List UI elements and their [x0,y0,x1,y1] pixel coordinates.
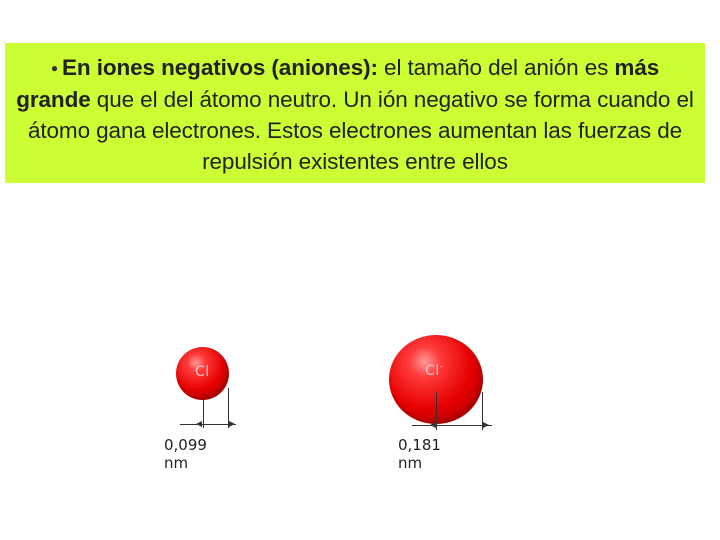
neutral-atom-symbol: Cl [195,364,210,380]
anion-radius-line [412,425,492,427]
neutral-atom-arrow-right-icon [229,421,235,427]
anion-arrow-left-icon [430,422,436,428]
bullet-icon: ● [50,61,58,75]
neutral-atom-radius-label: 0,099 nm [164,436,207,472]
definition-emphasis: más grande [16,55,660,112]
neutral-atom-arrow-left-icon [196,421,202,427]
definition-text-part2: que el del átomo neutro. Un ión negativo se forma cuando el átomo gana electrones. Estos electrones aumentan las fuerzas de repulsión existentes entre ellos [27,87,694,174]
anion-symbol: Cl- [425,362,444,379]
neutral-atom-radius-line [180,424,236,426]
anion-arrow-right-icon [483,422,489,428]
definition-textbox [5,43,705,183]
neutral-atom-center-tick [203,388,204,428]
definition-text-part1: el tamaño del anión es [377,55,615,80]
anion-radius-label: 0,181 nm [398,436,441,472]
definition-heading: En iones negativos (aniones): [62,55,378,80]
